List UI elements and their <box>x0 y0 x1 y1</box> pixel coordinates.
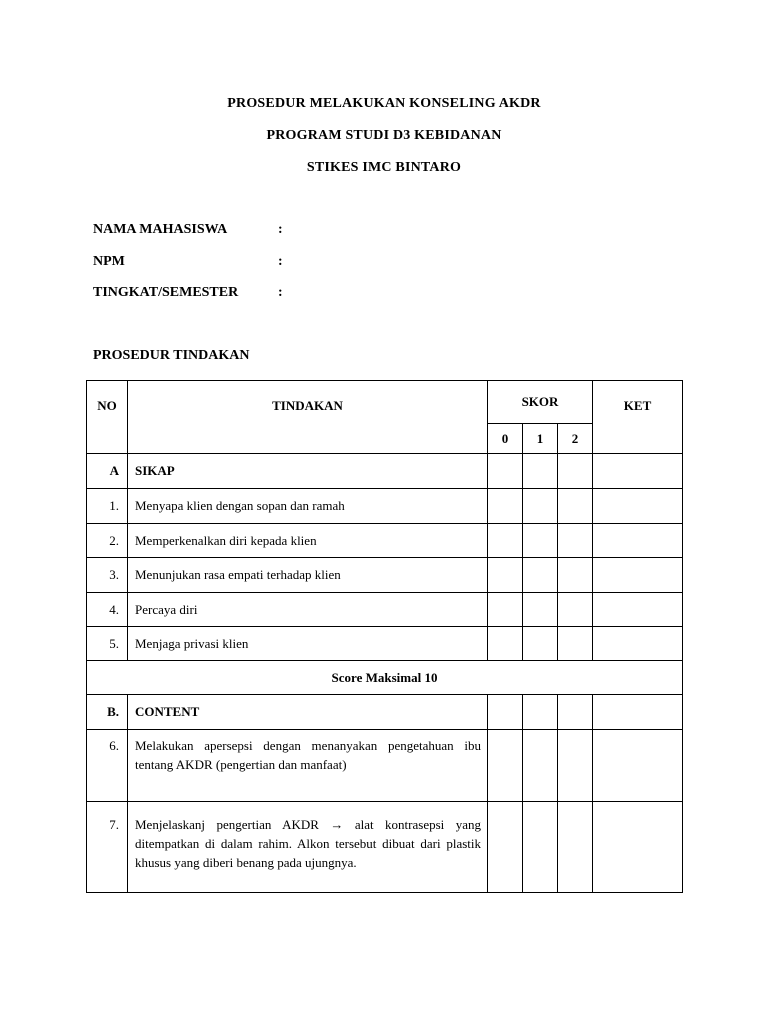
skor-2: 2 <box>558 424 593 454</box>
score-cell[interactable] <box>488 558 523 593</box>
score-cell[interactable] <box>523 593 558 627</box>
nama-mahasiswa-colon: : <box>278 222 283 237</box>
score-cell[interactable] <box>488 627 523 661</box>
program-title: PROGRAM STUDI D3 KEBIDANAN <box>266 128 502 143</box>
score-cell[interactable] <box>558 695 593 730</box>
row-no: 3. <box>87 558 128 593</box>
row-no: 7. <box>87 802 128 893</box>
score-cell[interactable] <box>523 524 558 558</box>
row-no: 2. <box>87 524 128 558</box>
ket-cell[interactable] <box>593 627 683 661</box>
section-b-no: B. <box>87 695 128 730</box>
ket-cell[interactable] <box>593 730 683 802</box>
table-row <box>87 627 683 661</box>
row-action: Menunjukan rasa empati terhadap klien <box>128 558 488 593</box>
table-row <box>87 524 683 558</box>
row-no: 1. <box>87 489 128 524</box>
header-skor: SKOR <box>488 381 593 424</box>
tingkat-semester-label: TINGKAT/SEMESTER <box>93 285 239 300</box>
procedure-table <box>86 380 683 893</box>
table-row <box>87 558 683 593</box>
score-max-label: Score Maksimal 10 <box>87 661 683 695</box>
score-cell[interactable] <box>523 489 558 524</box>
institution-title: STIKES IMC BINTARO <box>306 160 462 175</box>
ket-cell[interactable] <box>593 489 683 524</box>
ket-cell[interactable] <box>593 593 683 627</box>
score-cell[interactable] <box>558 593 593 627</box>
row-action: Percaya diri <box>128 593 488 627</box>
table-header-row <box>87 381 683 424</box>
score-cell[interactable] <box>523 695 558 730</box>
header-tindakan: TINDAKAN <box>128 381 488 454</box>
section-title: PROSEDUR TINDAKAN <box>93 348 250 363</box>
table-row <box>87 593 683 627</box>
score-cell[interactable] <box>488 730 523 802</box>
section-a-no: A <box>87 454 128 489</box>
table-row <box>87 730 683 802</box>
npm-label: NPM <box>93 254 125 269</box>
row-action: Menyapa klien dengan sopan dan ramah <box>128 489 488 524</box>
tingkat-semester-colon: : <box>278 285 283 300</box>
table-row <box>87 489 683 524</box>
score-cell[interactable] <box>523 558 558 593</box>
row-no: 6. <box>87 730 128 802</box>
row-no: 5. <box>87 627 128 661</box>
score-cell[interactable] <box>488 524 523 558</box>
ket-cell[interactable] <box>593 524 683 558</box>
score-cell[interactable] <box>488 802 523 893</box>
section-b-row <box>87 695 683 730</box>
section-b-title: CONTENT <box>128 695 488 730</box>
score-cell[interactable] <box>488 593 523 627</box>
score-cell[interactable] <box>558 558 593 593</box>
ket-cell[interactable] <box>593 454 683 489</box>
row-action: Melakukan apersepsi dengan menanyakan pengetahuan ibu tentang AKDR (pengertian dan manfaat) <box>128 730 488 802</box>
skor-1: 1 <box>523 424 558 454</box>
header-ket: KET <box>593 381 683 454</box>
row-action: Memperkenalkan diri kepada klien <box>128 524 488 558</box>
score-cell[interactable] <box>488 454 523 489</box>
nama-mahasiswa-label: NAMA MAHASISWA <box>93 222 228 237</box>
score-cell[interactable] <box>558 730 593 802</box>
score-max-row <box>87 661 683 695</box>
score-cell[interactable] <box>558 454 593 489</box>
score-cell[interactable] <box>488 489 523 524</box>
ket-cell[interactable] <box>593 695 683 730</box>
row-no: 4. <box>87 593 128 627</box>
section-a-title: SIKAP <box>128 454 488 489</box>
score-cell[interactable] <box>523 627 558 661</box>
score-cell[interactable] <box>488 695 523 730</box>
score-cell[interactable] <box>558 802 593 893</box>
score-cell[interactable] <box>558 489 593 524</box>
header-no: NO <box>87 381 128 454</box>
row-action: Menjelaskanj pengertian AKDR → alat kontrasepsi yang ditempatkan di dalam rahim. Alkon tersebut dibuat dari plastik khusus yang diberi benang pada ujungnya. <box>128 802 488 893</box>
row-action: Menjaga privasi klien <box>128 627 488 661</box>
npm-colon: : <box>278 254 283 269</box>
score-cell[interactable] <box>523 802 558 893</box>
ket-cell[interactable] <box>593 558 683 593</box>
document-title: PROSEDUR MELAKUKAN KONSELING AKDR <box>227 96 541 111</box>
score-cell[interactable] <box>558 627 593 661</box>
score-cell[interactable] <box>558 524 593 558</box>
score-cell[interactable] <box>523 454 558 489</box>
ket-cell[interactable] <box>593 802 683 893</box>
score-cell[interactable] <box>523 730 558 802</box>
section-a-row <box>87 454 683 489</box>
skor-0: 0 <box>488 424 523 454</box>
table-row <box>87 802 683 893</box>
